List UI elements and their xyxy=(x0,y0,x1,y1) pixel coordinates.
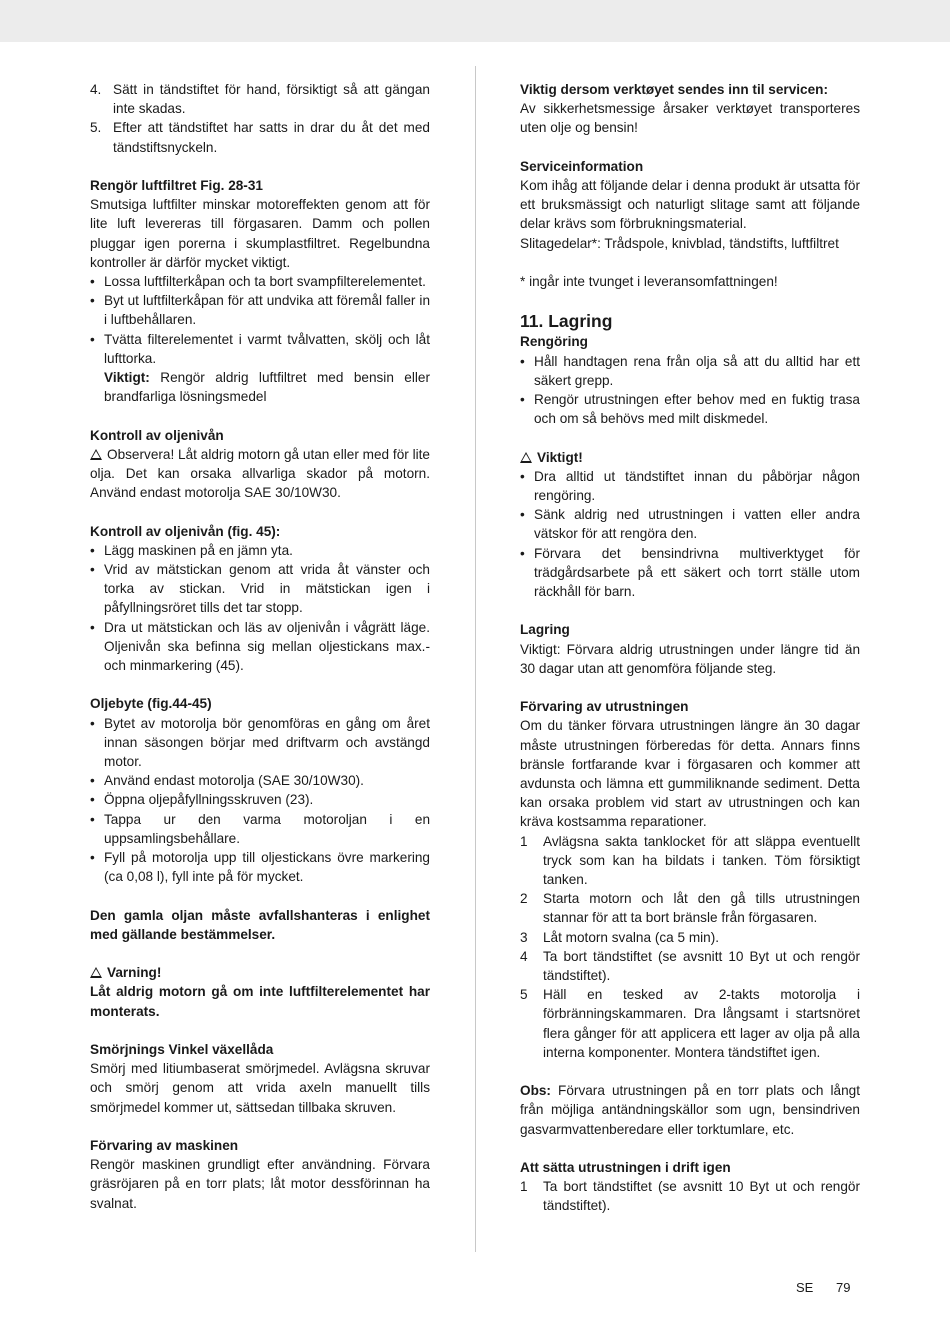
disposal-text: Den gamla oljan måste avfallshanteras i enlighet med gällande bestämmelser. xyxy=(90,907,430,942)
equipment-storage-section xyxy=(520,697,860,1062)
column-divider xyxy=(475,66,476,1252)
paragraph: Kom ihåg att följande delar i denna produkt är utsatta för ett bruksmässigt och naturligt slitage samt att följande delar krävs som förbrukningsmaterial. xyxy=(520,178,860,232)
warning-section xyxy=(90,963,430,1021)
cleaning-section xyxy=(520,332,860,428)
list-item: • Bytet av motorolja bör genomföras en gång om året innan säsongen börjar med driftvarm och avstängd motor. xyxy=(90,714,430,772)
paragraph: Rengör maskinen grundligt efter användning. Förvara gräsröjaren på en torr plats; låt motor dessförinnan ha svalnat. xyxy=(90,1157,430,1211)
section-heading: Viktig dersom verktøyet sendes inn til servicen: xyxy=(520,82,828,97)
wear-parts: Slitagedelar*: Trådspole, knivblad, tändstifts, luftfiltret xyxy=(520,235,839,251)
paragraph: Om du tänker förvara utrustningen längre än 30 dagar måste utrustningen förberedas för detta. Annars finns bränsle fortfarande kvar i förgasaren och kommer att avdunsta och lämna ett gummiliknande sediment. Detta kan orsaka problem vid start av utrustningen och kan kräva kostsamma reparationer. xyxy=(520,718,860,830)
section-heading: Förvaring av maskinen xyxy=(90,1138,239,1154)
list-item: • Öppna oljepåfyllningsskruven (23). xyxy=(90,790,430,809)
list-item: 1 Ta bort tändstiftet (se avsnitt 10 Byt ut och rengör tändstiftet). xyxy=(520,1179,860,1214)
section-heading: Viktigt! xyxy=(520,448,860,467)
list-item: 4. Sätt in tändstiftet för hand, försiktigt så att gängan inte skadas. xyxy=(90,82,430,117)
list-item: 3 Låt motorn svalna (ca 5 min). xyxy=(520,929,720,945)
left-column xyxy=(90,80,430,1232)
section-heading: Smörjnings Vinkel växellåda xyxy=(90,1042,274,1058)
footnote: * ingår inte tvunget i leveransomfattningen! xyxy=(520,274,778,289)
paragraph: Av sikkerhetsmessige årsaker verktøyet transporteres uten olje og bensin! xyxy=(520,101,860,136)
air-filter-section xyxy=(90,176,430,406)
warning-title: Varning! xyxy=(90,963,430,982)
section-heading: Lagring xyxy=(520,622,570,638)
paragraph: Smörj med litiumbaserat smörjmedel. Avlägsna skruvar och smörj genom att vrida axeln manuellt tills smörjmedel kommer ut, sättsedan tillbaka skruven. xyxy=(90,1061,430,1115)
service-info-section xyxy=(520,157,860,253)
warning-icon xyxy=(90,449,102,460)
oil-change-section xyxy=(90,694,430,886)
oil-check-fig-section xyxy=(90,522,430,676)
list-item: • Lossa luftfilterkåpan och ta bort svampfilterelementet. xyxy=(90,272,430,291)
list-item: • Rengör utrustningen efter behov med en fuktig trasa och om så behövs med milt diskmedel. xyxy=(520,390,860,428)
paragraph: Smutsiga luftfilter minskar motoreffekten genom att för lite luft levereras till förgasaren. Damm och pollen pluggar igen porerna i skumplastfiltret. Regelbundna kontroller är därför mycket viktigt. xyxy=(90,197,430,270)
list-item: • Tvätta filterelementet i varmt tvålvatten, skölj och låt lufttorka. Viktigt: Rengör aldrig luftfiltret med bensin eller brandfarliga lösningsmedel xyxy=(90,330,430,407)
list-item: • Tappa ur den varma motoroljan i en uppsamlingsbehållare. xyxy=(90,810,430,848)
list-item: • Håll handtagen rena från olja så att du alltid har ett säkert grepp. xyxy=(520,352,860,390)
section-heading: Kontroll av oljenivån (fig. 45): xyxy=(90,523,281,539)
note-label: Viktigt: xyxy=(104,370,150,386)
section-heading: Att sätta utrustningen i drift igen xyxy=(520,1160,731,1176)
list-item: 2 Starta motorn och låt den gå tills utrustningen stannar för att ta bort bränsle från förgasaren. xyxy=(520,891,860,926)
warning-icon xyxy=(520,452,532,463)
list-item: • Fyll på motorolja upp till oljestickans övre markering (ca 0,08 l), fyll inte på för mycket. xyxy=(90,848,430,886)
right-column xyxy=(520,80,860,1235)
section-heading: Rengöring xyxy=(520,334,588,350)
numbered-list-top xyxy=(90,80,430,157)
list-item: • Lägg maskinen på en jämn yta. xyxy=(90,541,430,560)
list-item: • Byt ut luftfilterkåpan för att undvika att föremål faller in i luftbehållaren. xyxy=(90,291,430,329)
language-code: SE xyxy=(796,1280,814,1295)
gearbox-section xyxy=(90,1040,430,1117)
list-item: • Förvara det bensindrivna multiverktyget för trädgårdsarbete på ett säkert och torrt ställe utom räckhåll för barn. xyxy=(520,544,860,602)
disposal-note xyxy=(90,906,430,944)
footnote-block xyxy=(520,272,860,291)
list-item: 5. Efter att tändstiftet har satts in drar du åt det med tändstiftsnyckeln. xyxy=(90,120,430,155)
top-band xyxy=(0,0,950,42)
warning-text: Låt aldrig motorn gå om inte luftfilterelementet har monterats. xyxy=(90,984,430,1019)
service-warning-section xyxy=(520,80,860,138)
list-item: • Sänk aldrig ned utrustningen i vatten eller andra vätskor för att rengöra den. xyxy=(520,505,860,543)
list-item: 5 Häll en tesked av 2-takts motorolja i förbränningskammaren. Dra långsamt i startsnöret flera gånger för att applicera ett lager av olja på alla interna komponenter. Montera tändstiftet igen. xyxy=(520,987,860,1060)
paragraph: Obs: Förvara utrustningen på en torr plats och långt från möjliga antändningskällor som ugn, bensindriven gasvarmvattenberedare eller torktumlare, etc. xyxy=(520,1083,860,1137)
page-number: 79 xyxy=(836,1280,851,1295)
section-heading: Oljebyte (fig.44-45) xyxy=(90,696,212,712)
list-item: 4 Ta bort tändstiftet (se avsnitt 10 Byt ut och rengör tändstiftet). xyxy=(520,948,860,984)
restart-section xyxy=(520,1158,860,1216)
storage-machine-section xyxy=(90,1136,430,1213)
section-heading: Förvaring av utrustningen xyxy=(520,699,689,715)
storage-section xyxy=(520,620,860,678)
paragraph: Viktigt: Förvara aldrig utrustningen under längre tid än 30 dagar utan att genomföra följande steg. xyxy=(520,641,860,676)
section-heading: Kontroll av oljenivån xyxy=(90,427,224,443)
list-item: • Dra alltid ut tändstiftet innan du påbörjar någon rengöring. xyxy=(520,467,860,505)
list-item: 1 Avlägsna sakta tanklocket för att släppa eventuellt tryck som kan ha bildats i tanken. Töm försiktigt tanken. xyxy=(520,833,860,888)
section-heading: Rengör luftfiltret Fig. 28-31 xyxy=(90,178,263,193)
list-item: • Använd endast motorolja (SAE 30/10W30). xyxy=(90,771,430,790)
list-item: • Dra ut mätstickan och läs av oljenivån i vågrätt läge. Oljenivån ska befinna sig mellan oljestickans max.- och minmarkering (45). xyxy=(90,618,430,676)
warning-icon xyxy=(90,967,102,978)
section-heading: Serviceinformation xyxy=(520,158,644,174)
obs-label: Obs: xyxy=(520,1083,551,1099)
chapter-title: 11. Lagring xyxy=(520,311,613,332)
oil-check-section xyxy=(90,426,430,503)
paragraph: Observera! Låt aldrig motorn gå utan eller med för lite olja. Det kan orsaka allvarliga skador på motorn. Använd endast motorolja SAE 30/10W30. xyxy=(90,446,430,501)
important-section xyxy=(520,448,860,602)
list-item: • Vrid av mätstickan genom att vrida åt vänster och torka av stickan. Vrid in mätstickan igen i påfyllningsröret tills det tar stopp. xyxy=(90,560,430,618)
obs-note xyxy=(520,1081,860,1139)
